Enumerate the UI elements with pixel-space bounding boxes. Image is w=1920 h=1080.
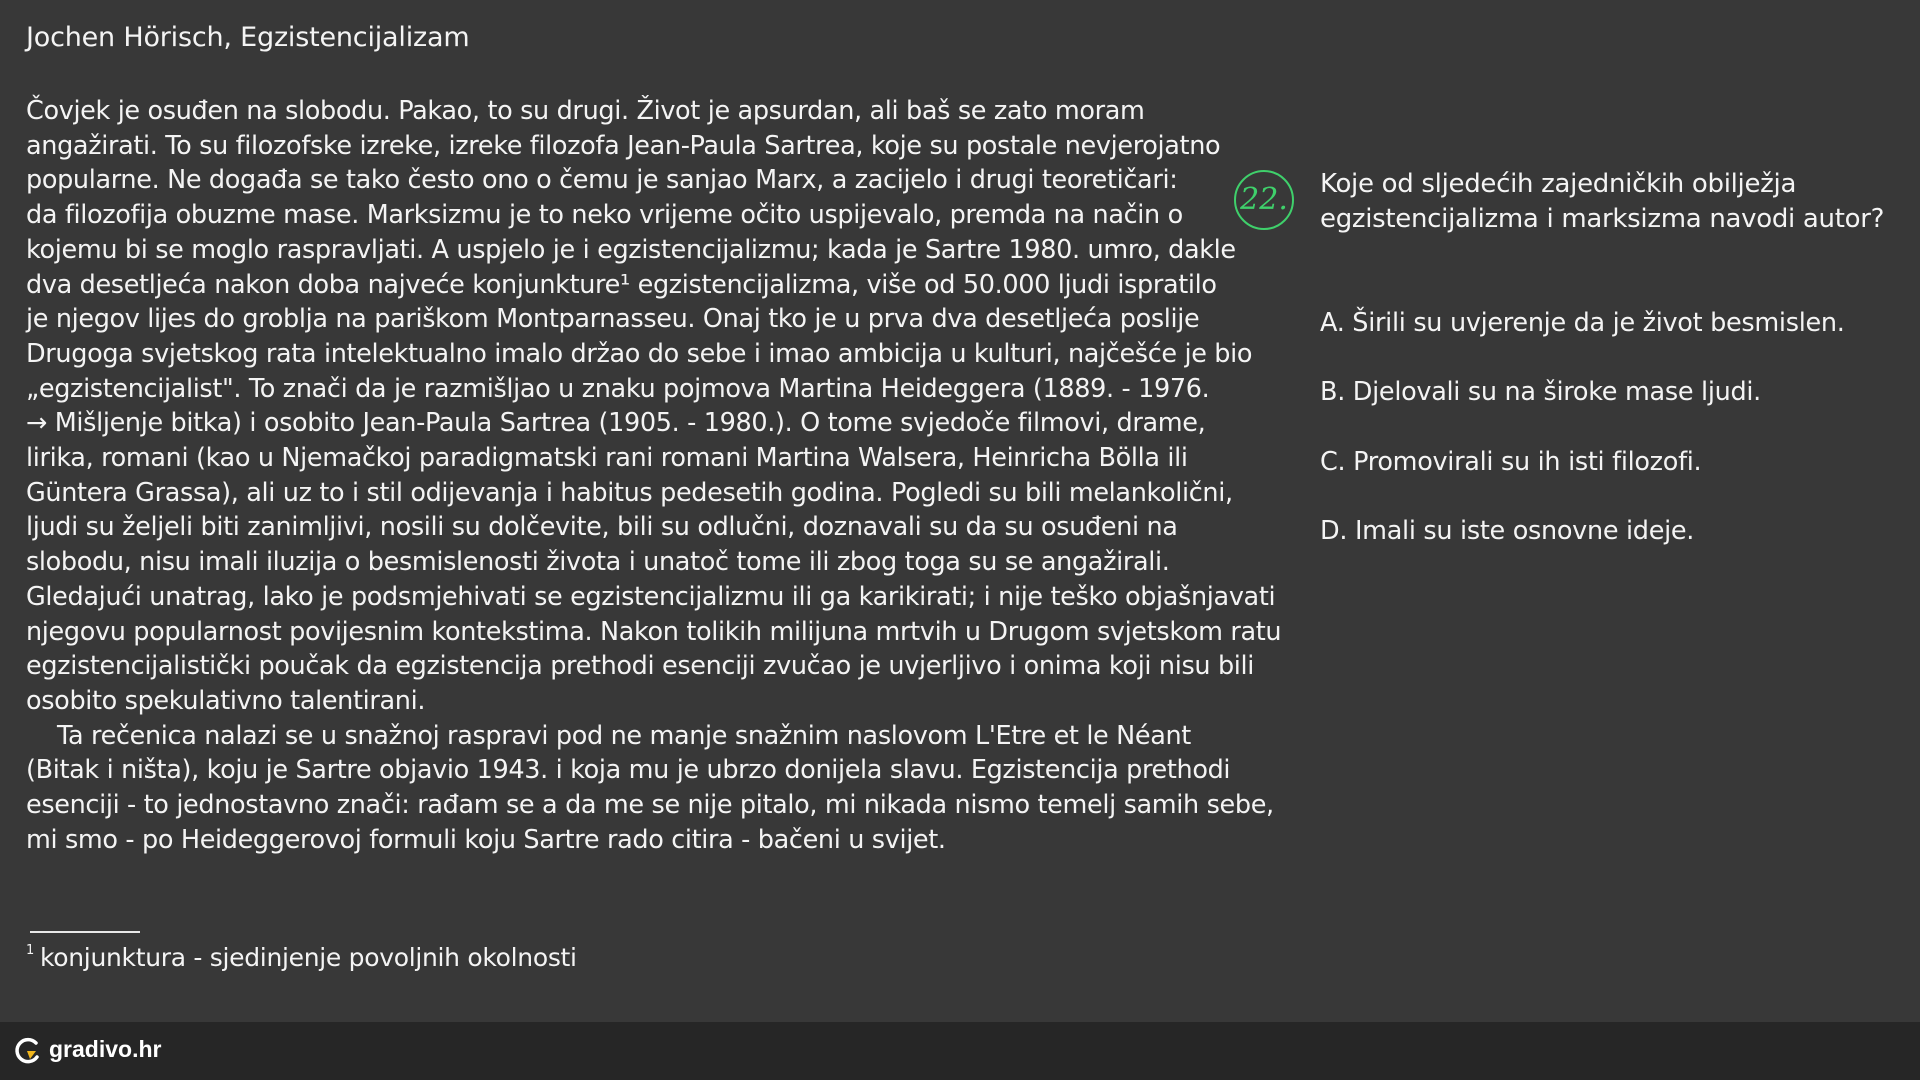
footnote-divider <box>30 931 140 933</box>
passage-line: Ta rečenica nalazi se u snažnoj raspravi pod ne manje snažnim naslovom L'Etre et le Néant <box>26 720 1191 751</box>
question-text <box>1320 167 1884 237</box>
source-title: Jochen Hörisch, Egzistencijalizam <box>26 22 470 53</box>
gradivo-logo-icon <box>14 1037 42 1065</box>
answer-option-b[interactable]: B. Djelovali su na široke mase ljudi. <box>1320 377 1761 407</box>
footnote-marker: 1 <box>26 943 34 958</box>
passage-line: Čovjek je osuđen na slobodu. Pakao, to su drugi. Život je apsurdan, ali baš se zato moram <box>26 96 1145 126</box>
question-line: Koje od sljedećih zajedničkih obilježja <box>1320 169 1797 199</box>
passage-line: (Bitak i ništa), koju je Sartre objavio 1943. i koja mu je ubrzo donijela slavu. Egzistencija prethodi <box>26 755 1231 786</box>
passage-line: Gledajući unatrag, lako je podsmjehivati se egzistencijalizmu ili ga karikirati; i nije teško objašnjavati <box>26 581 1276 612</box>
brand-name[interactable]: gradivo.hr <box>49 1036 162 1062</box>
passage-line: → Mišljenje bitka) i osobito Jean-Paula Sartrea (1905. - 1980.). O tome svjedoče filmovi, drame, <box>26 408 1206 439</box>
passage-line: je njegov lijes do groblja na pariškom Montparnasseu. Onaj tko je u prva dva desetljeća poslije <box>26 304 1200 335</box>
answer-option-d[interactable]: D. Imali su iste osnovne ideje. <box>1320 516 1695 546</box>
footnote-text: konjunktura - sjedinjenje povoljnih okolnosti <box>39 943 577 972</box>
passage-line: lirika, romani (kao u Njemačkoj paradigmatski rani romani Martina Walsera, Heinricha Bölla ili <box>26 443 1188 474</box>
passage-line: angažirati. To su filozofske izreke, izreke filozofa Jean-Paula Sartrea, koje su postale nevjerojatno <box>26 130 1221 161</box>
passage-line: osobito spekulativno talentirani. <box>26 685 426 716</box>
passage-line: Drugoga svjetskog rata intelektualno imalo držao do sebe i imao ambicija u kulturi, najčešće je bio <box>26 338 1253 369</box>
passage-line: njegovu popularnost povijesnim kontekstima. Nakon tolikih milijuna mrtvih u Drugom svjetskom ratu <box>26 616 1282 647</box>
passage-line: Güntera Grassa), ali uz to i stil odijevanja i habitus pedesetih godina. Pogledi su bili melankolični, <box>26 477 1233 508</box>
passage-line: egzistencijalistički poučak da egzistencija prethodi esenciji zvučao je uvjerljivo i onima koji nisu bili <box>26 651 1255 682</box>
passage-line: kojemu bi se moglo raspravljati. A uspjelo je i egzistencijalizmu; kada je Sartre 1980. umro, dakle <box>26 234 1236 265</box>
passage-line: da filozofija obuzme mase. Marksizmu je to neko vrijeme očito uspijevalo, premda na način o <box>26 200 1183 231</box>
passage-line: dva desetljeća nakon doba najveće konjunkture¹ egzistencijalizma, više od 50.000 ljudi ispratilo <box>26 269 1217 300</box>
question-line: egzistencijalizma i marksizma navodi autor? <box>1320 204 1885 234</box>
footnote <box>26 943 577 972</box>
answer-option-a[interactable]: A. Širili su uvjerenje da je život besmislen. <box>1320 308 1845 338</box>
footer-bar <box>0 1022 1920 1080</box>
passage-line: mi smo - po Heideggerovoj formuli koju Sartre rado citira - bačeni u svijet. <box>26 824 946 855</box>
passage-line: slobodu, nisu imali iluzija o besmislenosti života i unatoč tome ili zbog toga su se angažirali. <box>26 547 1170 578</box>
passage-line: popularne. Ne događa se tako često ono o čemu je sanjao Marx, a zacijelo i drugi teoretičari: <box>26 165 1178 196</box>
answer-option-c[interactable]: C. Promovirali su ih isti filozofi. <box>1320 447 1702 477</box>
passage-line: esenciji - to jednostavno znači: rađam se a da me se nije pitalo, mi nikada nismo temelj samih sebe, <box>26 790 1274 821</box>
passage-line: ljudi su željeli biti zanimljivi, nosili su dolčevite, bili su odlučni, doznavali su da su osuđeni na <box>26 512 1178 543</box>
passage-line: „egzistencijalist". To znači da je razmišljao u znaku pojmova Martina Heideggera (1889. - 1976. <box>26 373 1210 404</box>
question-number-badge: 22. <box>1234 170 1294 230</box>
